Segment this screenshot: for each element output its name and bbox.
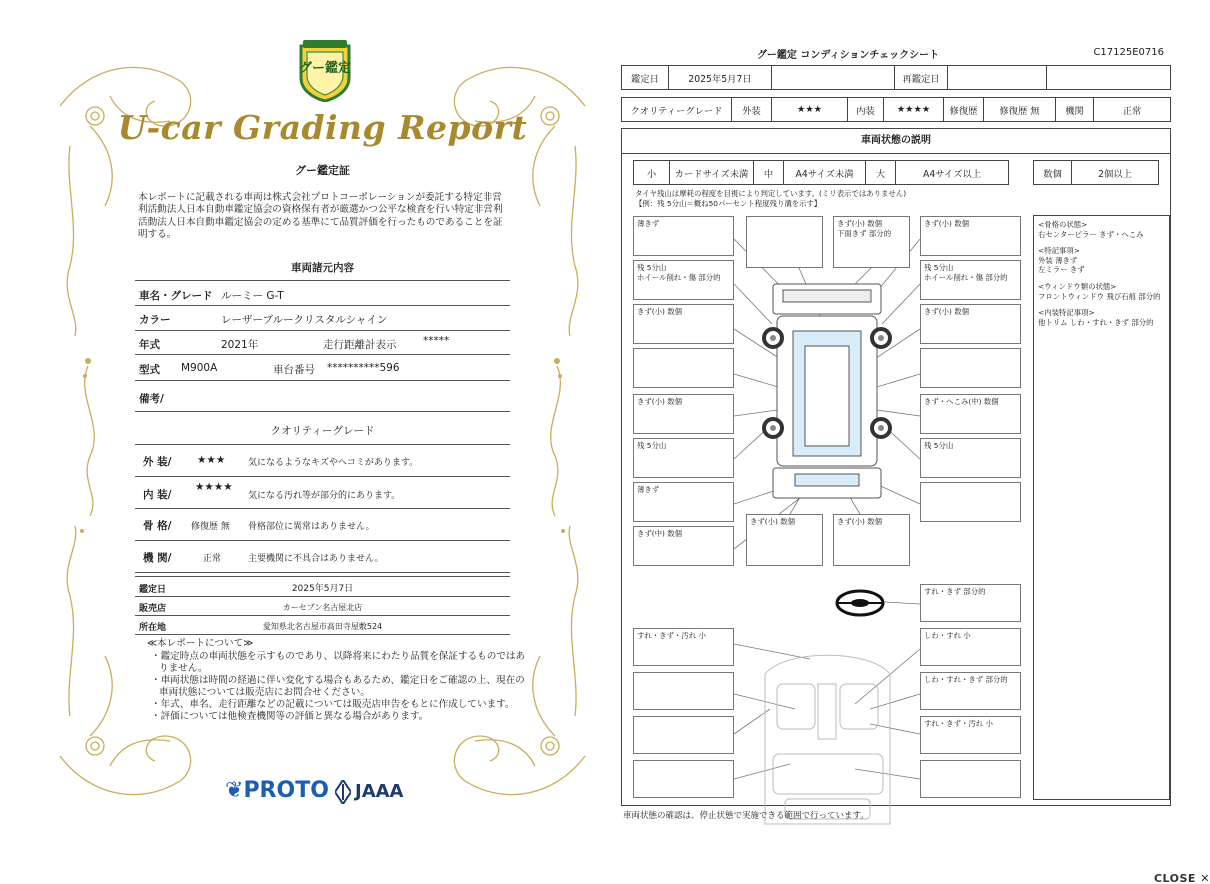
exterior-comment-box: 残 5分山 ホイール削れ・傷 部分的 [633,260,734,300]
model-value: ルーミー G-T [221,290,284,302]
exterior-comment-box: きず(小) 数個 [633,304,734,344]
address-label: 所在地 [139,623,167,633]
size-medium: 中 [754,161,784,185]
store-label: 販売店 [139,604,167,614]
note-item: ・評価については他検査機関等の評価と異なる場合があります。 [151,711,429,722]
engine-value: 正常 [203,554,222,564]
grade-section-title: クオリティーグレード [270,425,375,437]
car-exterior-diagram [755,276,900,506]
spec-row-color [135,306,510,331]
chassis-value: **********596 [327,362,400,374]
inspection-date-value: 2025年5月7日 [669,66,772,90]
interior-stars: ★★★★ [195,481,233,493]
exterior-desc: 気になるようなキズやヘコミがあります。 [248,458,419,468]
exterior-label: 外 装/ [143,456,172,468]
count-label: 数個 [1034,161,1072,185]
exterior-comment-box: 薄きず [633,216,734,256]
close-icon: ✕ [1200,872,1210,884]
spec-row-remarks [135,381,510,412]
exterior-comment-box: きず(小) 数個 [633,394,734,434]
exterior-comment-box [746,216,823,268]
interior-comment-box [633,672,734,710]
exterior-stars: ★★★ [197,454,226,466]
repair-history-value: 修復歴 無 [984,98,1056,122]
exterior-comment-box [633,348,734,388]
notes-line: 左ミラー きず [1038,265,1085,275]
count-desc: 2個以上 [1072,161,1159,185]
color-label: カラー [139,314,171,326]
notes-heading-interior: <内装特記事項> [1038,308,1095,318]
exterior-comment-box: 残 5分山 [920,438,1021,478]
interior-comment-box: すれ・きず・汚れ 小 [633,628,734,666]
proto-logo-text: PROTO [243,778,329,803]
info-row-date [135,576,510,597]
condition-check-sheet [620,44,1172,824]
tire-note-line1: タイヤ残山は摩耗の程度を目視により判定しています。(ミリ表示ではありません) [635,189,907,198]
date-label: 鑑定日 [139,585,167,595]
spec-section-title: 車両諸元内容 [291,262,354,274]
car-interior-diagram [755,644,900,834]
exterior-comment-box: きず(小) 数個 下面きず 部分的 [833,216,910,268]
frame-label: 骨 格/ [143,520,172,532]
engine-label: 機関 [1056,98,1094,122]
type-value: M900A [181,362,218,374]
goo-kantei-emblem [297,40,353,102]
jaaa-logo-icon [335,780,351,804]
size-small-desc: カードサイズ未満 [670,161,754,185]
engine-label: 機 関/ [143,552,172,564]
note-item: ・車両状態は時間の経過に伴い変化する場合もあるため、鑑定日をご確認の上、現在の車両状態については販売店にお問合せください。 [151,675,525,698]
sheet-footer-note: 車両状態の確認は、停止状態で実施できる範囲で行っています。 [623,811,869,821]
repair-history-label: 修復歴 [944,98,984,122]
logo-bar [225,776,425,806]
exterior-comment-box: 残 5分山 ホイール削れ・傷 部分的 [920,260,1021,300]
exterior-comment-box: きず・へこみ(中) 数個 [920,394,1021,434]
frame-desc: 骨格部位に異常はありません。 [248,522,375,532]
grade-title-row [135,412,510,445]
interior-label: 内装 [848,98,884,122]
inspection-date-label: 鑑定日 [622,66,669,90]
size-large: 大 [866,161,896,185]
size-large-desc: A4サイズ以上 [896,161,1009,185]
emblem-text: グー鑑定 [298,61,352,76]
notes-line: フロントウィンドウ 飛び石痕 部分的 [1038,291,1161,301]
grading-certificate [50,36,595,826]
exterior-stars: ★★★ [772,98,848,122]
certificate-notes [147,638,527,723]
exterior-comment-box: 残 5分山 [633,438,734,478]
grade-row-interior [135,477,510,509]
notes-heading-special: <特記事項> [1038,246,1080,256]
notes-line: 他トリム しわ・すれ・きず 部分的 [1038,317,1154,327]
year-label: 年式 [139,339,160,351]
interior-desc: 気になる汚れ等が部分的にあります。 [248,491,401,501]
engine-desc: 主要機関に不具合はありません。 [248,554,384,564]
notes-line: 外装 薄きず [1038,255,1078,265]
chassis-label: 車台番号 [273,364,315,376]
interior-comment-box: しわ・すれ・きず 部分的 [920,672,1021,710]
interior-comment-box: すれ・きず・汚れ 小 [920,716,1021,754]
sheet-code: C17125E0716 [1093,47,1164,58]
odometer-label: 走行距離計表示 [323,339,397,351]
sheet-title: グー鑑定 コンディションチェックシート [756,50,940,61]
info-row-address [135,616,510,635]
exterior-comment-box: きず(小) 数個 [920,304,1021,344]
steering-wheel-icon [835,589,885,617]
notes-heading-frame: <骨格の状態> [1038,220,1088,229]
exterior-label: 外装 [732,98,772,122]
tire-note-line2: 【例：残 5分山＝概ね50パーセント程度残り溝を示す】 [635,198,822,208]
store-value: カーセブン名古屋北店 [282,603,363,612]
quality-grade-label: クオリティーグレード [622,98,732,122]
interior-comment-box: すれ・きず 部分的 [920,584,1021,622]
interior-comment-box: しわ・すれ 小 [920,628,1021,666]
notes-title: ≪本レポートについて≫ [147,638,254,649]
interior-comment-box [920,760,1021,798]
note-item: ・鑑定時点の車両状態を示すものであり、以降将来にわたり品質を保証するものではありません。 [151,651,526,674]
model-label: 車名・グレード [139,290,213,302]
frame-value: 修復歴 無 [191,522,230,532]
interior-comment-box [633,716,734,754]
certificate-title: U-car Grading Report [117,108,528,147]
exterior-comment-box: きず(小) 数個 [833,514,910,566]
exterior-comment-box [920,482,1021,522]
exterior-comment-box: 薄きず [633,482,734,522]
spec-row-type [135,355,510,381]
remarks-label: 備考/ [139,393,164,405]
certificate-subtitle: グー鑑定証 [295,164,350,177]
jaaa-logo: JAAA [355,781,404,802]
close-label: CLOSE [1153,872,1196,884]
close-button[interactable] [1154,872,1210,884]
special-notes-box [1033,215,1170,800]
notes-heading-window: <ウィンドウ類の状態> [1038,281,1117,291]
certificate-intro-text: 本レポートに記載される車両は株式会社プロトコーポレーションが委託する特定非営利活動法人日本自動車鑑定協会の資格保有者が厳選かつ公平な検査を行い特定非営利活動法人日本自動車鑑定協会の定める基準にて品質評価を行ったものであることを証明する。 [138,192,503,240]
color-value: レーザーブルークリスタルシャイン [221,314,388,326]
date-value: 2025年5月7日 [291,584,354,594]
engine-value: 正常 [1094,98,1171,122]
address-value: 愛知県北名古屋市高田寺屋敷524 [262,622,383,631]
type-label: 型式 [139,364,160,376]
interior-label: 内 装/ [143,489,172,501]
proto-logo: ❦PROTO [225,778,329,803]
exterior-comment-box: きず(小) 数個 [920,216,1021,256]
spec-row-year [135,331,510,355]
spec-row-model [135,280,510,306]
size-small: 小 [634,161,670,185]
note-item: ・年式、車名、走行距離などの記載については販売店申告をもとに作成しています。 [151,699,515,710]
grade-row-frame [135,509,510,541]
exterior-comment-box: きず(中) 数個 [633,526,734,566]
vehicle-state-title: 車両状態の説明 [621,128,1171,154]
grade-row-exterior [135,445,510,477]
interior-stars: ★★★★ [884,98,944,122]
year-value: 2021年 [221,339,259,351]
exterior-comment-box: きず(小) 数個 [746,514,823,566]
interior-comment-box [633,760,734,798]
odometer-value: ***** [423,335,450,347]
reinspection-date-label: 再鑑定日 [895,66,948,90]
grade-row-engine [135,541,510,573]
info-row-store [135,597,510,616]
exterior-comment-box [920,348,1021,388]
notes-line: 右センターピラー きず・へこみ [1038,229,1144,239]
size-medium-desc: A4サイズ未満 [784,161,866,185]
